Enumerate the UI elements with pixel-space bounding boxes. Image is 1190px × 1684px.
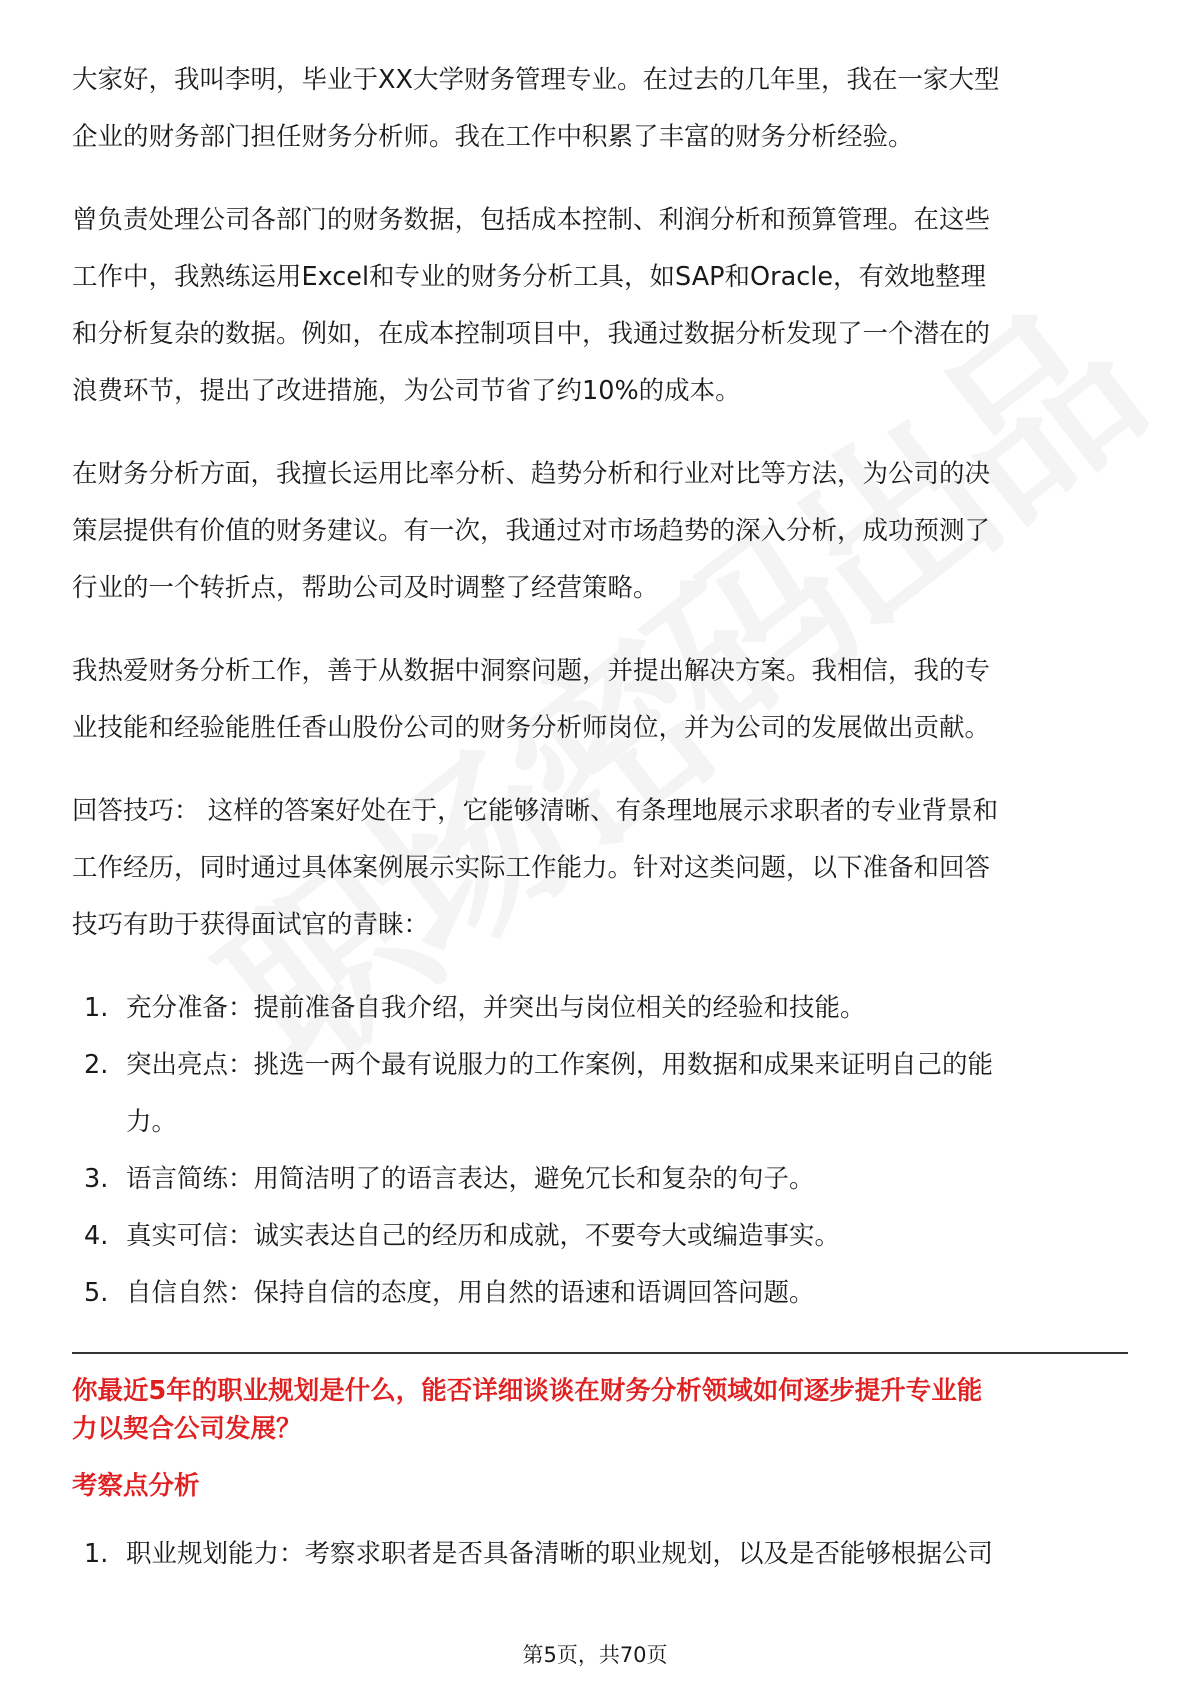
text-line: 回答技巧： 这样的答案好处在于，它能够清晰、有条理地展示求职者的专业背景和 (72, 796, 999, 826)
text-line: 工作经历，同时通过具体案例展示实际工作能力。针对这类问题，以下准备和回答 (72, 853, 991, 883)
section-divider (72, 1352, 1128, 1354)
list-item-number: 2. (84, 1050, 109, 1080)
paragraph (72, 192, 1128, 420)
list-item-number: 1. (84, 993, 109, 1023)
text-line: 真实可信：诚实表达自己的经历和成就，不要夸大或编造事实。 (126, 1221, 841, 1251)
text-line: 策层提供有价值的财务建议。有一次，我通过对市场趋势的深入分析，成功预测了 (72, 516, 991, 546)
text-line: 业技能和经验能胜任香山股份公司的财务分析师岗位，并为公司的发展做出贡献。 (72, 713, 991, 743)
list-item-number: 3. (84, 1164, 109, 1194)
list-item-number: 5. (84, 1278, 109, 1308)
text-line: 突出亮点：挑选一两个最有说服力的工作案例，用数据和成果来证明自己的能 (126, 1050, 994, 1080)
body-paragraphs (72, 52, 1128, 954)
text-line: 技巧有助于获得面试官的青睐： (72, 910, 430, 940)
text-line: 你最近5年的职业规划是什么，能否详细谈谈在财务分析领域如何逐步提升专业能 (72, 1376, 983, 1406)
section-title: 考察点分析 (72, 1471, 200, 1501)
paragraph (72, 52, 1128, 166)
analysis-list (72, 1526, 1128, 1583)
list-item (72, 1037, 1128, 1151)
paragraph (72, 783, 1128, 954)
text-line: 浪费环节，提出了改进措施，为公司节省了约10%的成本。 (72, 376, 741, 406)
list-item (72, 1265, 1128, 1322)
list-item-number: 1. (84, 1539, 109, 1569)
text-line: 自信自然：保持自信的态度，用自然的语速和语调回答问题。 (126, 1278, 815, 1308)
list-item (72, 980, 1128, 1037)
list-item (72, 1208, 1128, 1265)
paragraph (72, 643, 1128, 757)
text-line: 行业的一个转折点，帮助公司及时调整了经营策略。 (72, 573, 659, 603)
text-line: 曾负责处理公司各部门的财务数据，包括成本控制、利润分析和预算管理。在这些 (72, 205, 991, 235)
text-line: 工作中，我熟练运用Excel和专业的财务分析工具，如SAP和Oracle，有效地整理 (72, 262, 987, 292)
list-item (72, 1151, 1128, 1208)
text-line: 大家好，我叫李明，毕业于XX大学财务管理专业。在过去的几年里，我在一家大型 (72, 65, 1000, 95)
interview-question (72, 1372, 1128, 1448)
text-line: 我热爱财务分析工作，善于从数据中洞察问题，并提出解决方案。我相信，我的专 (72, 656, 991, 686)
text-line: 语言简练：用简洁明了的语言表达，避免冗长和复杂的句子。 (126, 1164, 815, 1194)
tips-list (72, 980, 1128, 1322)
text-line: 在财务分析方面，我擅长运用比率分析、趋势分析和行业对比等方法，为公司的决 (72, 459, 991, 489)
text-line: 力以契合公司发展？ (72, 1414, 302, 1444)
list-item-number: 4. (84, 1221, 109, 1251)
text-line: 职业规划能力：考察求职者是否具备清晰的职业规划，以及是否能够根据公司 (126, 1539, 994, 1569)
page-footer: 第5页，共70页 (522, 1643, 668, 1667)
text-line: 充分准备：提前准备自我介绍，并突出与岗位相关的经验和技能。 (126, 993, 866, 1023)
paragraph (72, 446, 1128, 617)
document-page (72, 52, 1128, 1583)
text-line: 企业的财务部门担任财务分析师。我在工作中积累了丰富的财务分析经验。 (72, 122, 914, 152)
list-item (72, 1526, 1128, 1583)
text-line: 和分析复杂的数据。例如，在成本控制项目中，我通过数据分析发现了一个潜在的 (72, 319, 991, 349)
text-line: 力。 (126, 1107, 178, 1137)
